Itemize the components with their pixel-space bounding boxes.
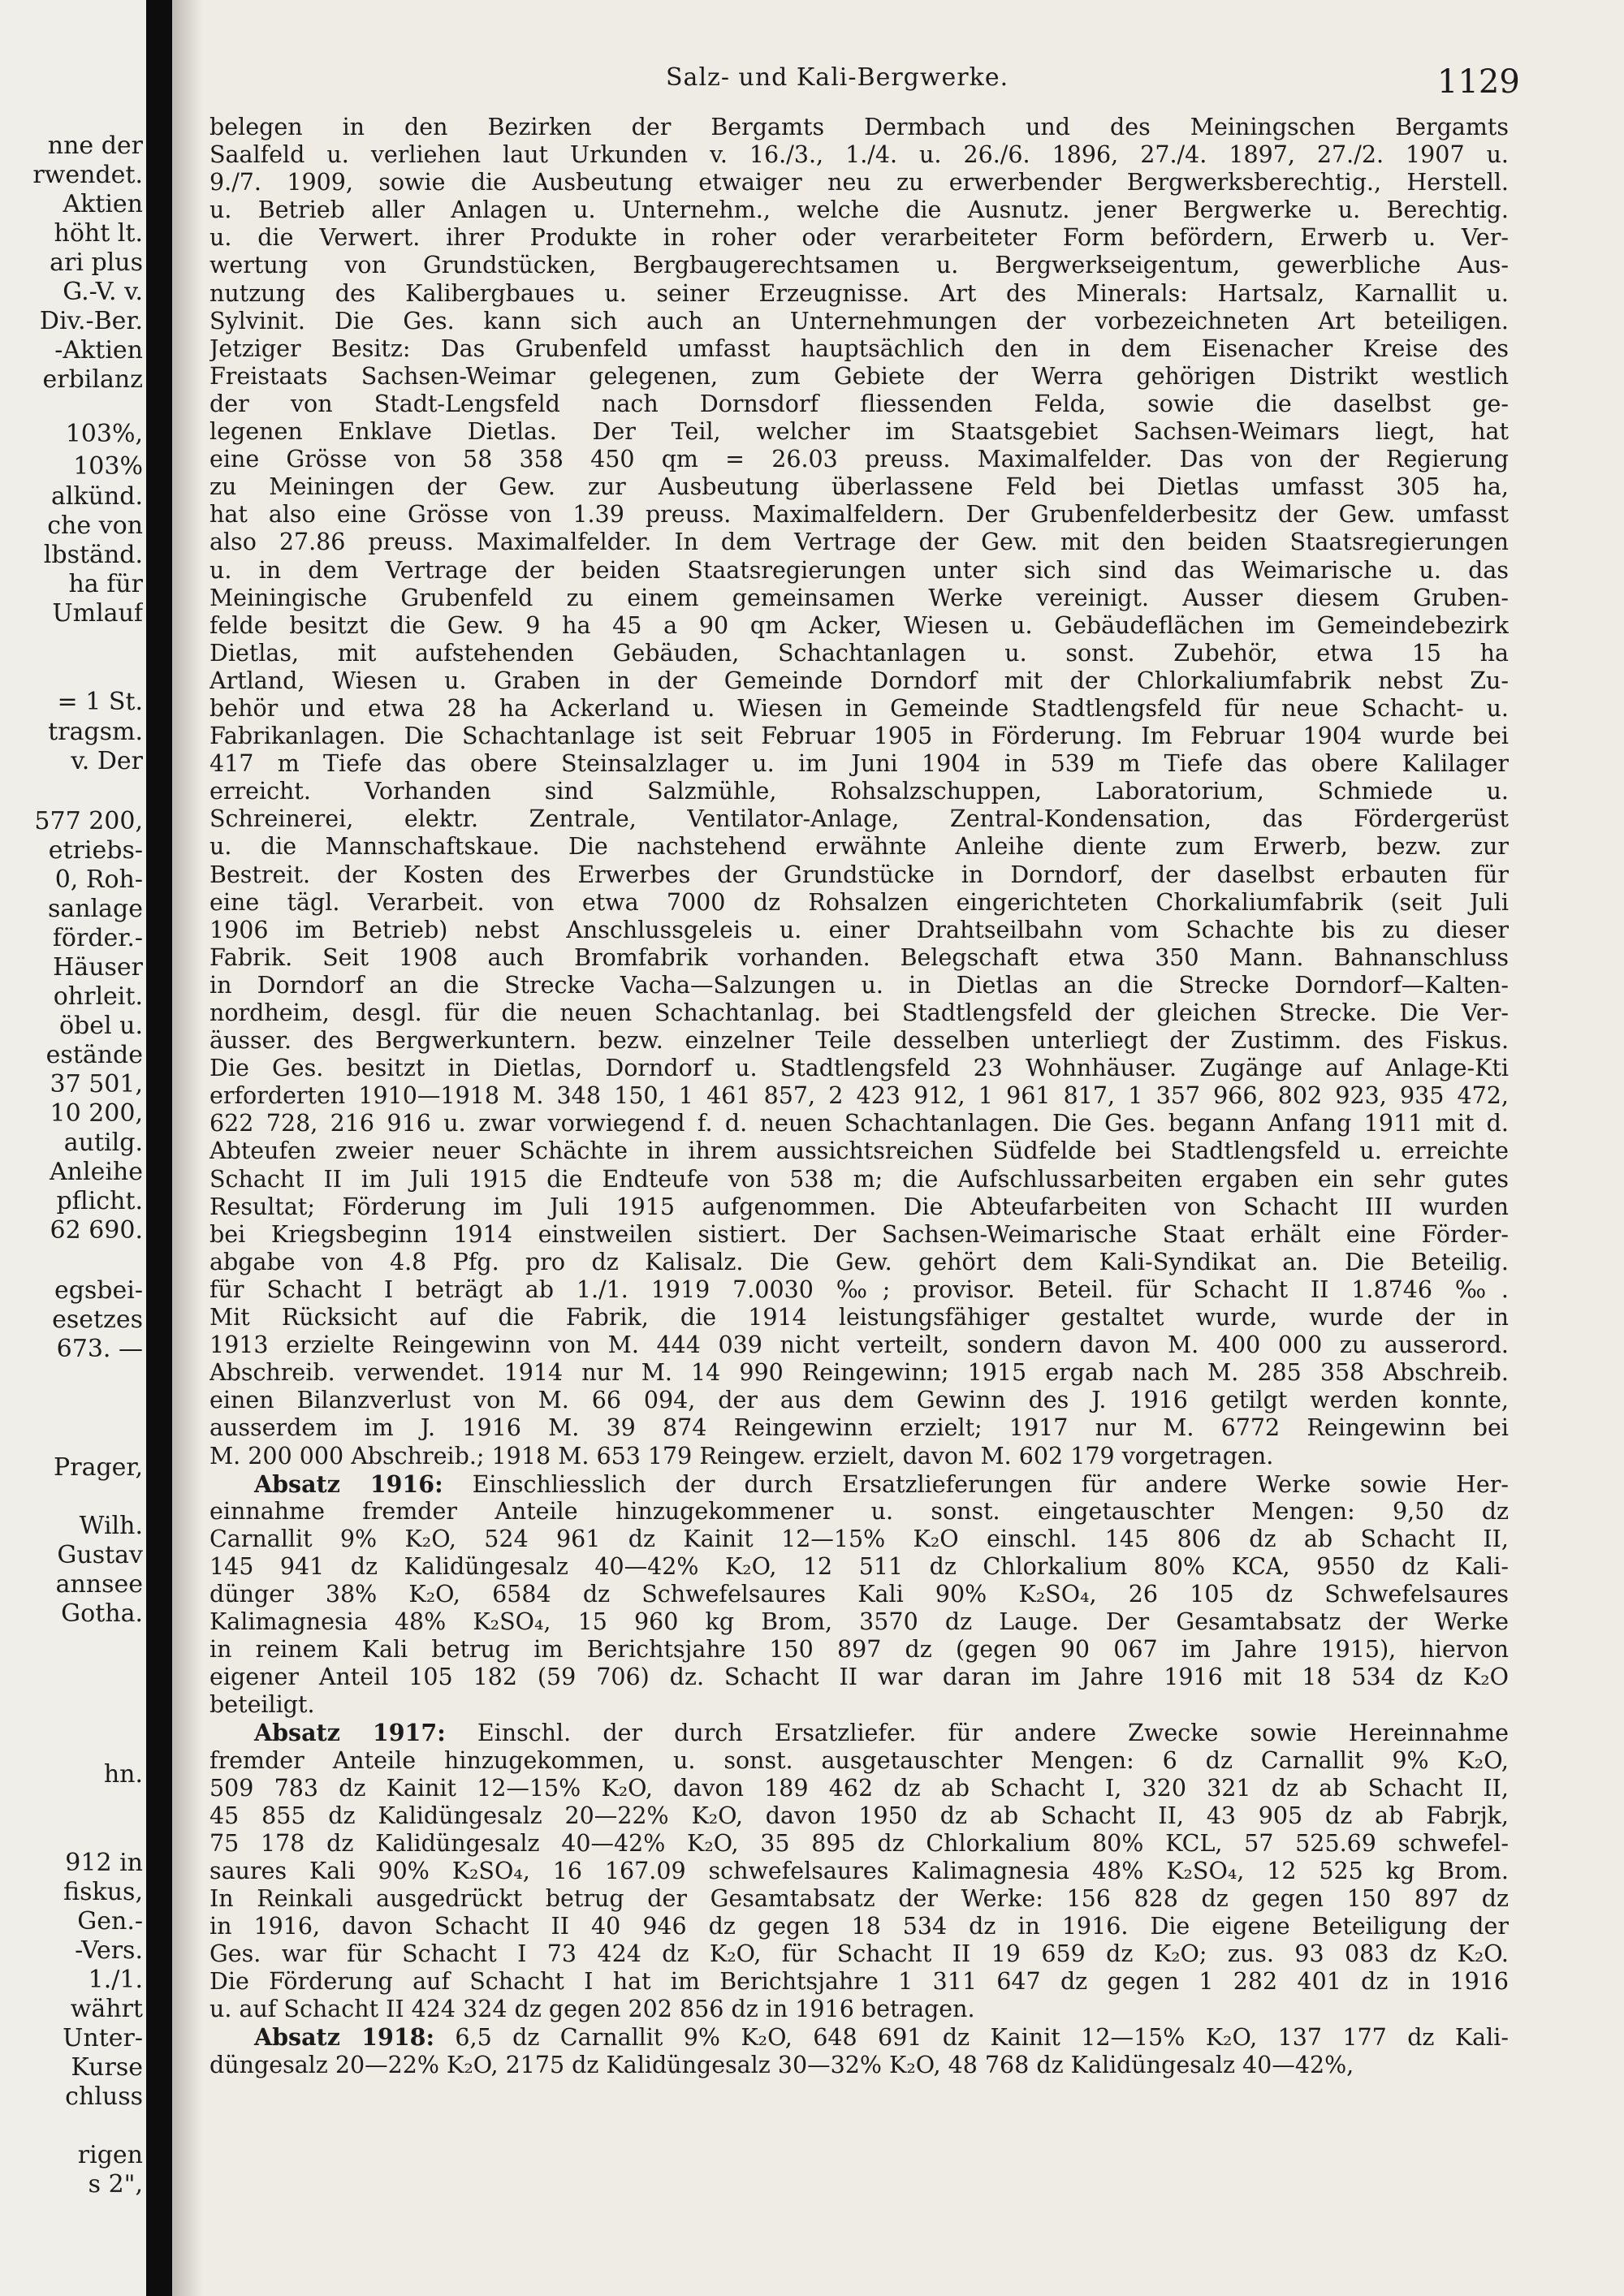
- text-line: in Dorndorf an die Strecke Vacha—Salzungen u. in Dietlas an die Strecke Dorndorf—Kalten-: [209, 971, 1509, 999]
- margin-fragment: nne der: [47, 132, 143, 160]
- text-line: zu Meiningen der Gew. zur Ausbeutung überlassene Feld bei Dietlas umfasst 305 ha,: [209, 473, 1509, 501]
- margin-fragment: Aktien: [63, 190, 143, 218]
- margin-fragment: ari plus: [50, 248, 143, 277]
- margin-fragment: 577 200,: [34, 807, 143, 835]
- margin-fragment: etriebs-: [48, 836, 143, 865]
- text-line: u. die Verwert. ihrer Produkte in roher oder verarbeiteter Form befördern, Erwerb u. Ver-: [209, 224, 1509, 252]
- text-line: fremder Anteile hinzugekommen, u. sonst. ausgetauschter Mengen: 6 dz Carnallit 9% K₂O,: [209, 1746, 1509, 1774]
- text-line: erforderten 1910—1918 M. 348 150, 1 461 857, 2 423 912, 1 961 817, 1 357 966, 802 923, 935 472,: [209, 1082, 1509, 1110]
- margin-fragment: hn.: [103, 1760, 143, 1789]
- text-line: 145 941 dz Kalidüngesalz 40—42% K₂O, 12 511 dz Chlorkalium 80% KCA, 9550 dz Kali-: [209, 1552, 1509, 1580]
- text-line: 509 783 dz Kainit 12—15% K₂O, davon 189 462 dz ab Schacht I, 320 321 dz ab Schacht II,: [209, 1774, 1509, 1802]
- text-line: 9./7. 1909, sowie die Ausbeutung etwaiger neu zu erwerbender Bergwerksberechtig., Herstell.: [209, 169, 1509, 196]
- text-line: belegen in den Bezirken der Bergamts Dermbach und des Meiningschen Bergamts: [209, 114, 1509, 140]
- running-header: Salz- und Kali-Bergwerke.: [666, 63, 1009, 92]
- margin-fragment: 1./1.: [88, 1966, 143, 1994]
- margin-fragment: ha für: [68, 570, 143, 598]
- text-line: Saalfeld u. verliehen laut Urkunden v. 16./3., 1./4. u. 26./6. 1896, 27./4. 1897, 27./2. 1907 u.: [209, 141, 1509, 169]
- text-line: dünger 38% K₂O, 6584 dz Schwefelsaures Kali 90% K₂SO₄, 26 105 dz Schwefelsaures: [209, 1580, 1509, 1608]
- margin-fragment: s 2",: [88, 2170, 143, 2199]
- text-line: Jetziger Besitz: Das Grubenfeld umfasst hauptsächlich den in dem Eisenacher Kreise des: [209, 334, 1509, 362]
- text-line: Carnallit 9% K₂O, 524 961 dz Kainit 12—15% K₂O einschl. 145 806 dz ab Schacht II,: [209, 1525, 1509, 1552]
- text-line: u. in dem Vertrage der beiden Staatsregierungen unter sich sind das Weimarische u. das: [209, 556, 1509, 584]
- text-line: Fabrik. Seit 1908 auch Bromfabrik vorhanden. Belegschaft etwa 350 Mann. Bahnanschluss: [209, 943, 1509, 971]
- margin-fragment: pflicht.: [56, 1187, 143, 1215]
- body-text: [209, 114, 1509, 2079]
- margin-fragment: lbständ.: [43, 541, 143, 569]
- text-line: 75 178 dz Kalidüngesalz 40—42% K₂O, 35 895 dz Chlorkalium 80% KCL, 57 525.69 schwefel-: [209, 1829, 1509, 1857]
- margin-fragment: Prager,: [54, 1453, 143, 1482]
- text-line: in 1916, davon Schacht II 40 946 dz gegen 18 534 dz in 1916. Die eigene Beteiligung der: [209, 1913, 1509, 1940]
- text-line: u. die Mannschaftskaue. Die nachstehend erwähnte Anleihe diente zum Erwerb, bezw. zur: [209, 833, 1509, 861]
- book-gutter: [146, 0, 172, 2296]
- text-line: Abschreib. verwendet. 1914 nur M. 14 990 Reingewinn; 1915 ergab nach M. 285 358 Abschreib.: [209, 1359, 1509, 1387]
- section-heading: Absatz 1917:: [254, 1719, 446, 1747]
- text-line: Die Förderung auf Schacht I hat im Berichtsjahre 1 311 647 dz gegen 1 282 401 dz in 1916: [209, 1968, 1509, 1996]
- text-line: eine tägl. Verarbeit. von etwa 7000 dz Rohsalzen eingerichteten Chorkaliumfabrik (seit Juli: [209, 888, 1509, 916]
- margin-fragment: 10 200,: [50, 1099, 143, 1128]
- text-line: abgabe von 4.8 Pfg. pro dz Kalisalz. Die Gew. gehört dem Kali-Syndikat an. Die Beteilig.: [209, 1248, 1509, 1275]
- margin-fragment: = 1 St.: [57, 688, 143, 716]
- text-line: Abteufen zweier neuer Schächte in ihrem aussichtsreichen Südfelde bei Stadtlengsfeld u. erreichte: [209, 1137, 1509, 1165]
- text-line: saures Kali 90% K₂SO₄, 16 167.09 schwefelsaures Kalimagnesia 48% K₂SO₄, 12 525 kg Brom.: [209, 1857, 1509, 1884]
- text-line: eigener Anteil 105 182 (59 706) dz. Schacht II war daran im Jahre 1916 mit 18 534 dz K₂O: [209, 1664, 1509, 1691]
- text-line: u. auf Schacht II 424 324 dz gegen 202 856 dz in 1916 betragen.: [209, 1996, 975, 2023]
- text-line: u. Betrieb aller Anlagen u. Unternehm., welche die Ausnutz. jener Bergwerke u. Berechtig.: [209, 196, 1509, 224]
- text-line: äusser. des Bergwerkuntern. bezw. einzelner Teile desselben unterliegt der Zustimm. des Fiskus.: [209, 1027, 1509, 1055]
- section-heading: Absatz 1918:: [254, 2023, 435, 2052]
- text-line: nutzung des Kalibergbaues u. seiner Erzeugnisse. Art des Minerals: Hartsalz, Karnallit u.: [209, 279, 1509, 307]
- section-heading: Absatz 1916:: [254, 1470, 443, 1498]
- text-line: Sylvinit. Die Ges. kann sich auch an Unternehmungen der vorbezeichneten Art beteiligen.: [209, 307, 1509, 334]
- text-line: wertung von Grundstücken, Bergbaugerechtsamen u. Bergwerkseigentum, gewerbliche Aus-: [209, 252, 1509, 279]
- text-line: düngesalz 20—22% K₂O, 2175 dz Kalidüngesalz 30—32% K₂O, 48 768 dz Kalidüngesalz 40—42%,: [209, 2051, 1354, 2078]
- text-line: einen Bilanzverlust von M. 66 094, der aus dem Gewinn des J. 1916 getilgt werden konnte,: [209, 1387, 1509, 1414]
- text-line: Absatz 1917: Einschl. der durch Ersatzliefer. für andere Zwecke sowie Hereinnahme: [254, 1719, 1509, 1747]
- text-line: Fabrikanlagen. Die Schachtanlage ist seit Februar 1905 in Förderung. Im Februar 1904 wurde bei: [209, 723, 1509, 750]
- text-line: Resultat; Förderung im Juli 1915 aufgenommen. Die Abteufarbeiten von Schacht III wurden: [209, 1193, 1509, 1220]
- text-line: behör und etwa 28 ha Ackerland u. Wiesen in Gemeinde Stadtlengsfeld für neue Schacht- u.: [209, 694, 1509, 722]
- text-line: Freistaats Sachsen-Weimar gelegenen, zum Gebiete der Werra gehörigen Distrikt westlich: [209, 362, 1509, 390]
- gutter-shadow: [172, 0, 203, 2296]
- text-line: 45 855 dz Kalidüngesalz 20—22% K₂O, davon 1950 dz ab Schacht II, 43 905 dz ab Fabrjk,: [209, 1802, 1509, 1829]
- text-line: Meiningische Grubenfeld zu einem gemeinsamen Werke vereinigt. Ausser diesem Gruben-: [209, 584, 1509, 611]
- text-line: felde besitzt die Gew. 9 ha 45 a 90 qm Acker, Wiesen u. Gebäudeflächen im Gemeindebezirk: [209, 611, 1509, 639]
- margin-fragment: autilg.: [63, 1129, 143, 1157]
- margin-fragment: estände: [45, 1041, 143, 1069]
- margin-fragment: Gen.-: [77, 1907, 143, 1936]
- margin-fragment: -Aktien: [54, 336, 143, 365]
- margin-fragment: 37 501,: [50, 1070, 143, 1098]
- text-line: In Reinkali ausgedrückt betrug der Gesamtabsatz der Werke: 156 828 dz gegen 150 897 dz: [209, 1885, 1509, 1912]
- margin-fragment: 0, Roh-: [54, 865, 143, 894]
- margin-fragment: erbilanz: [42, 365, 143, 394]
- margin-fragment: annsee: [55, 1570, 143, 1599]
- text-line: Die Ges. besitzt in Dietlas, Dorndorf u. Stadtlengsfeld 23 Wohnhäuser. Zugänge auf Anlage-Kti: [209, 1055, 1509, 1082]
- margin-fragment: sanlage: [47, 895, 143, 923]
- text-line: 1913 erzielte Reingewinn von M. 444 039 nicht verteilt, sondern davon M. 400 000 zu ausserord.: [209, 1331, 1509, 1359]
- margin-fragment: egsbei-: [54, 1276, 143, 1305]
- text-line: einnahme fremder Anteile hinzugekommener u. sonst. eingetauschter Mengen: 9,50 dz: [209, 1497, 1509, 1525]
- text-line: Kalimagnesia 48% K₂SO₄, 15 960 kg Brom, 3570 dz Lauge. Der Gesamtabsatz der Werke: [209, 1608, 1509, 1636]
- margin-fragment: förder.-: [52, 924, 143, 952]
- text-line: Dietlas, mit aufstehenden Gebäuden, Schachtanlagen u. sonst. Zubehör, etwa 15 ha: [209, 639, 1509, 667]
- margin-fragment: esetzes: [52, 1306, 143, 1334]
- margin-fragment: höht lt.: [54, 219, 143, 248]
- text-line: 1906 im Betrieb) nebst Anschlussgeleis u. einer Drahtseilbahn vom Schachte bis zu dieser: [209, 916, 1509, 943]
- margin-fragment: che von: [47, 511, 143, 540]
- margin-fragment: chluss: [65, 2082, 143, 2111]
- margin-fragment: Gustav: [57, 1541, 143, 1569]
- margin-fragment: Häuser: [53, 953, 143, 982]
- margin-fragment: Kurse: [71, 2053, 143, 2082]
- text-line: erreicht. Vorhanden sind Salzmühle, Rohsalzschuppen, Laboratorium, Schmiede u.: [209, 778, 1509, 805]
- text-line: Schacht II im Juli 1915 die Endteufe von 538 m; die Aufschlussarbeiten ergaben ein sehr gutes: [209, 1165, 1509, 1193]
- margin-fragment: 62 690.: [50, 1216, 143, 1245]
- text-line: 417 m Tiefe das obere Steinsalzlager u. im Juni 1904 in 539 m Tiefe das obere Kalilager: [209, 750, 1509, 778]
- margin-fragment: 103%,: [65, 420, 143, 448]
- text-line: bei Kriegsbeginn 1914 einstweilen sistiert. Der Sachsen-Weimarische Staat erhält eine Förder-: [209, 1220, 1509, 1248]
- text-line: ausserdem im J. 1916 M. 39 874 Reingewinn erzielt; 1917 nur M. 6772 Reingewinn bei: [209, 1414, 1509, 1442]
- margin-fragment: währt: [70, 1995, 143, 2023]
- margin-fragment: 103%: [73, 452, 143, 481]
- text-line: Ges. war für Schacht I 73 424 dz K₂O, für Schacht II 19 659 dz K₂O; zus. 93 083 dz K₂O.: [209, 1940, 1509, 1968]
- text-line: Bestreit. der Kosten des Erwerbes der Grundstücke in Dorndorf, der daselbst erbauten für: [209, 861, 1509, 888]
- margin-fragment: Gotha.: [61, 1599, 143, 1628]
- margin-fragment: tragsm.: [48, 718, 143, 746]
- text-line: Schreinerei, elektr. Zentrale, Ventilator-Anlage, Zentral-Kondensation, das Fördergerüst: [209, 805, 1509, 833]
- text-line: nordheim, desgl. für die neuen Schachtanlag. bei Stadtlengsfeld der gleichen Strecke. Die Ver-: [209, 999, 1509, 1026]
- margin-fragment: 673. —: [56, 1335, 143, 1363]
- text-line: legenen Enklave Dietlas. Der Teil, welcher im Staatsgebiet Sachsen-Weimars liegt, hat: [209, 418, 1509, 446]
- margin-fragment: G.-V. v.: [63, 278, 143, 306]
- margin-fragment: Unter-: [63, 2024, 143, 2052]
- margin-fragment: v. Der: [71, 747, 143, 775]
- margin-fragment: -Vers.: [75, 1936, 143, 1965]
- margin-fragment: ohrleit.: [53, 982, 143, 1011]
- margin-fragment: rigen: [77, 2141, 143, 2169]
- page-number: 1129: [1437, 63, 1520, 101]
- margin-fragment: Wilh.: [79, 1512, 143, 1540]
- text-line: M. 200 000 Abschreib.; 1918 M. 653 179 Reingew. erzielt, davon M. 602 179 vorgetragen.: [209, 1442, 1274, 1470]
- text-line: für Schacht I beträgt ab 1./1. 1919 7.0030 ‰; provisor. Beteil. für Schacht II 1.8746 ‰.: [209, 1275, 1509, 1303]
- text-line: beteiligt.: [209, 1691, 315, 1719]
- facing-page-margin: [0, 0, 171, 2296]
- text-line: in reinem Kali betrug im Berichtsjahre 150 897 dz (gegen 90 067 im Jahre 1915), hiervon: [209, 1636, 1509, 1664]
- text-line: also 27.86 preuss. Maximalfelder. In dem Vertrage der Gew. mit den beiden Staatsregierungen: [209, 529, 1509, 556]
- margin-fragment: rwendet.: [32, 161, 143, 189]
- margin-fragment: Anleihe: [49, 1158, 143, 1186]
- margin-fragment: alkünd.: [50, 482, 143, 511]
- text-line: Absatz 1918: 6,5 dz Carnallit 9% K₂O, 648 691 dz Kainit 12—15% K₂O, 137 177 dz Kali-: [254, 2023, 1509, 2052]
- margin-fragment: 912 in: [65, 1849, 143, 1877]
- margin-fragment: Umlauf: [52, 599, 143, 628]
- text-line: hat also eine Grösse von 1.39 preuss. Maximalfeldern. Der Grubenfelderbesitz der Gew. umfasst: [209, 501, 1509, 529]
- text-line: Absatz 1916: Einschliesslich der durch Ersatzlieferungen für andere Werke sowie Her-: [254, 1470, 1509, 1498]
- text-line: eine Grösse von 58 358 450 qm = 26.03 preuss. Maximalfelder. Das von der Regierung: [209, 446, 1509, 473]
- text-line: Artland, Wiesen u. Graben in der Gemeinde Dorndorf mit der Chlorkaliumfabrik nebst Zu-: [209, 667, 1509, 694]
- margin-fragment: fiskus,: [63, 1878, 143, 1906]
- margin-fragment: öbel u.: [58, 1012, 143, 1040]
- text-line: Mit Rücksicht auf die Fabrik, die 1914 leistungsfähiger gestaltet wurde, wurde der in: [209, 1304, 1509, 1331]
- margin-fragment: Div.-Ber.: [39, 307, 143, 335]
- text-line: der von Stadt-Lengsfeld nach Dornsdorf fliessenden Felda, sowie die daselbst ge-: [209, 390, 1509, 417]
- text-line: 622 728, 216 916 u. zwar vorwiegend f. d. neuen Schachtanlagen. Die Ges. begann Anfang 1911 mit d.: [209, 1110, 1509, 1137]
